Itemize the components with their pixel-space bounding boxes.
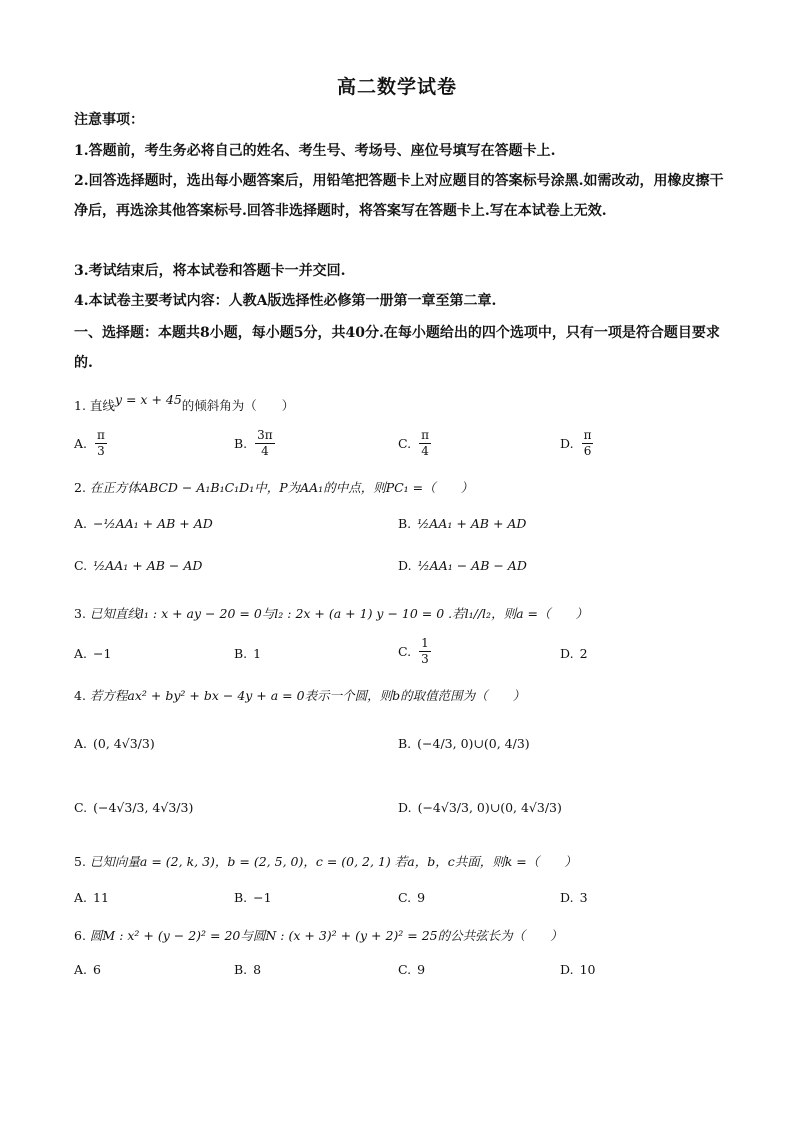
question-expression: y = x + 45	[114, 392, 182, 407]
question-text: 已知向量a = (2, k, 3)，b = (2, 5, 0)，c = (0, 2, 1) 若a，b，c共面，则k =（ ）	[89, 854, 577, 869]
option-a: A. 6	[74, 962, 101, 977]
option-a: A. −½AA₁ + AB + AD	[74, 516, 213, 531]
question-number: 4.	[74, 688, 86, 703]
question-5	[74, 852, 577, 870]
option-c: C. (−4√3/3, 4√3/3)	[74, 800, 194, 815]
notes-heading: 注意事项：	[74, 112, 144, 128]
option-b: B. 1	[234, 646, 262, 661]
question-4	[74, 686, 525, 704]
option-c: C. 9	[398, 962, 426, 977]
question-number: 6.	[74, 928, 86, 943]
note-4: 4.本试卷主要考试内容：人教A版选择性必修第一册第一章至第二章.	[74, 293, 497, 309]
option-c: C. 9	[398, 890, 426, 905]
option-d: D. $\frac{\pi}{6}$	[560, 428, 592, 458]
question-1	[74, 392, 295, 414]
option-a: A. (0, 4√3/3)	[74, 736, 155, 751]
option-a: A. −1	[74, 646, 112, 661]
question-text: 圆M : x² + (y − 2)² = 20与圆N : (x + 3)² + (y + 2)² = 25的公共弦长为（ ）	[89, 928, 563, 943]
option-c: C. $\frac{1}{3}$	[398, 636, 429, 666]
question-2	[74, 478, 473, 496]
page-title: 高二数学试卷	[336, 76, 457, 98]
option-d: D. (−4√3/3, 0)∪(0, 4√3/3)	[398, 800, 562, 815]
question-number: 3.	[74, 606, 86, 621]
option-d: D. 3	[560, 890, 588, 905]
question-text: 直线	[89, 398, 115, 413]
option-d: D. ½AA₁ − AB − AD	[398, 558, 527, 573]
option-d: D. 2	[560, 646, 588, 661]
question-text: 在正方体ABCD − A₁B₁C₁D₁中，P为AA₁的中点，则PC₁ =（ ）	[89, 480, 474, 495]
note-3: 3.考试结束后，将本试卷和答题卡一并交回.	[74, 263, 346, 279]
question-text: 的倾斜角为（ ）	[181, 398, 295, 413]
question-number: 1.	[74, 398, 86, 413]
question-3	[74, 604, 588, 622]
option-b: B. 8	[234, 962, 262, 977]
note-1: 1.答题前，考生务必将自己的姓名、考生号、考场号、座位号填写在答题卡上.	[74, 143, 556, 159]
question-text: 已知直线l₁ : x + ay − 20 = 0与l₂ : 2x + (a + 1) y − 10 = 0 .若l₁//l₂，则a =（ ）	[89, 606, 588, 621]
question-6	[74, 926, 563, 944]
section-heading: 一、选择题：本题共8小题，每小题5分，共40分.在每小题给出的四个选项中，只有一项是符合题目要求的.	[74, 325, 720, 371]
note-2: 2.回答选择题时，选出每小题答案后，用铅笔把答题卡上对应题目的答案标号涂黑.如需改动，用橡皮擦干净后，再选涂其他答案标号.回答非选择题时，将答案写在答题卡上.写在本试卷上无效.	[74, 173, 724, 219]
option-a: A. 11	[74, 890, 109, 905]
question-number: 2.	[74, 480, 86, 495]
option-d: D. 10	[560, 962, 596, 977]
option-a: A. $\frac{\pi}{3}$	[74, 428, 105, 458]
question-number: 5.	[74, 854, 86, 869]
option-c: C. $\frac{\pi}{4}$	[398, 428, 429, 458]
option-b: B. (−4/3, 0)∪(0, 4/3)	[398, 736, 530, 751]
option-c: C. ½AA₁ + AB − AD	[74, 558, 203, 573]
option-b: B. −1	[234, 890, 272, 905]
option-b: B. ½AA₁ + AB + AD	[398, 516, 527, 531]
question-text: 若方程ax² + by² + bx − 4y + a = 0表示一个圆，则b的取值范围为（ ）	[89, 688, 526, 703]
option-b: B. $\frac{3\pi}{4}$	[234, 428, 273, 458]
